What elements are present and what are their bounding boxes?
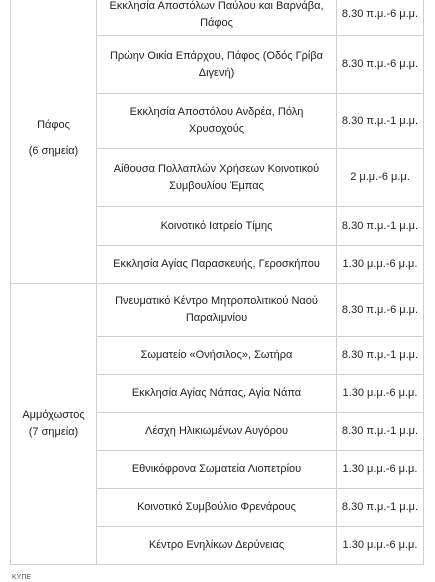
location-cell: Σωματείο «Ονήσιλος», Σωτήρα — [97, 337, 337, 375]
region-cell-famagusta — [11, 284, 97, 565]
location-cell: Εκκλησία Αγίας Νάπας, Αγία Νάπα — [97, 375, 337, 413]
hours-cell: 1.30 μ.μ.-6 μ.μ. — [337, 246, 424, 284]
hours-cell: 8.30 π.μ.-1 μ.μ. — [337, 94, 424, 149]
region-name: Αμμόχωστος — [22, 409, 85, 421]
hours-cell: 8.30 π.μ.-6 μ.μ. — [337, 36, 424, 94]
hours-cell: 1.30 μ.μ.-6 μ.μ. — [337, 375, 424, 413]
location-cell: Εκκλησία Αποστόλου Ανδρέα, Πόλη Χρυσοχούς — [97, 94, 337, 149]
location-cell: Πνευματικό Κέντρο Μητροπολιτικού Ναού Παραλιμνίου — [97, 284, 337, 337]
table-row — [11, 0, 424, 36]
region-name: Πάφος — [37, 119, 70, 131]
hours-cell: 1.30 μ.μ.-6 μ.μ. — [337, 527, 424, 565]
hours-cell: 8.30 π.μ.-1 μ.μ. — [337, 207, 424, 246]
hours-cell: 8.30 π.μ.-6 μ.μ. — [337, 284, 424, 337]
location-cell: Λέσχη Ηλικιωμένων Αυγόρου — [97, 413, 337, 451]
location-cell: Πρώην Οικία Επάρχου, Πάφος (Οδός Γρίβα Διγενή) — [97, 36, 337, 94]
hours-cell: 8.30 π.μ.-1 μ.μ. — [337, 337, 424, 375]
region-count: (6 σημεία) — [28, 145, 79, 157]
location-cell: Κοινοτικό Ιατρείο Τίμης — [97, 207, 337, 246]
table-row — [11, 284, 424, 337]
vaccination-points-table — [10, 0, 424, 565]
location-cell: Εκκλησία Αγίας Παρασκευής, Γεροσκήπου — [97, 246, 337, 284]
hours-cell: 2 μ.μ.-6 μ.μ. — [337, 149, 424, 207]
hours-cell: 1.30 μ.μ.-6 μ.μ. — [337, 451, 424, 489]
location-cell: Αίθουσα Πολλαπλών Χρήσεων Κοινοτικού Συμβουλίου Έμπας — [97, 149, 337, 207]
hours-cell: 8.30 π.μ.-6 μ.μ. — [337, 0, 424, 36]
source-credit: ΚΥΠΕ — [12, 574, 32, 581]
region-cell-paphos — [11, 0, 97, 284]
location-cell: Εθνικόφρονα Σωματεία Λιοπετρίου — [97, 451, 337, 489]
hours-cell: 8.30 π.μ.-1 μ.μ. — [337, 413, 424, 451]
hours-cell: 8.30 π.μ.-1 μ.μ. — [337, 489, 424, 527]
location-cell: Κέντρο Ενηλίκων Δερύνειας — [97, 527, 337, 565]
location-cell: Κοινοτικό Συμβούλιο Φρενάρους — [97, 489, 337, 527]
location-cell: Εκκλησία Αποστόλων Παύλου και Βαρνάβα, Πάφος — [97, 0, 337, 36]
region-count: (7 σημεία) — [28, 426, 79, 438]
